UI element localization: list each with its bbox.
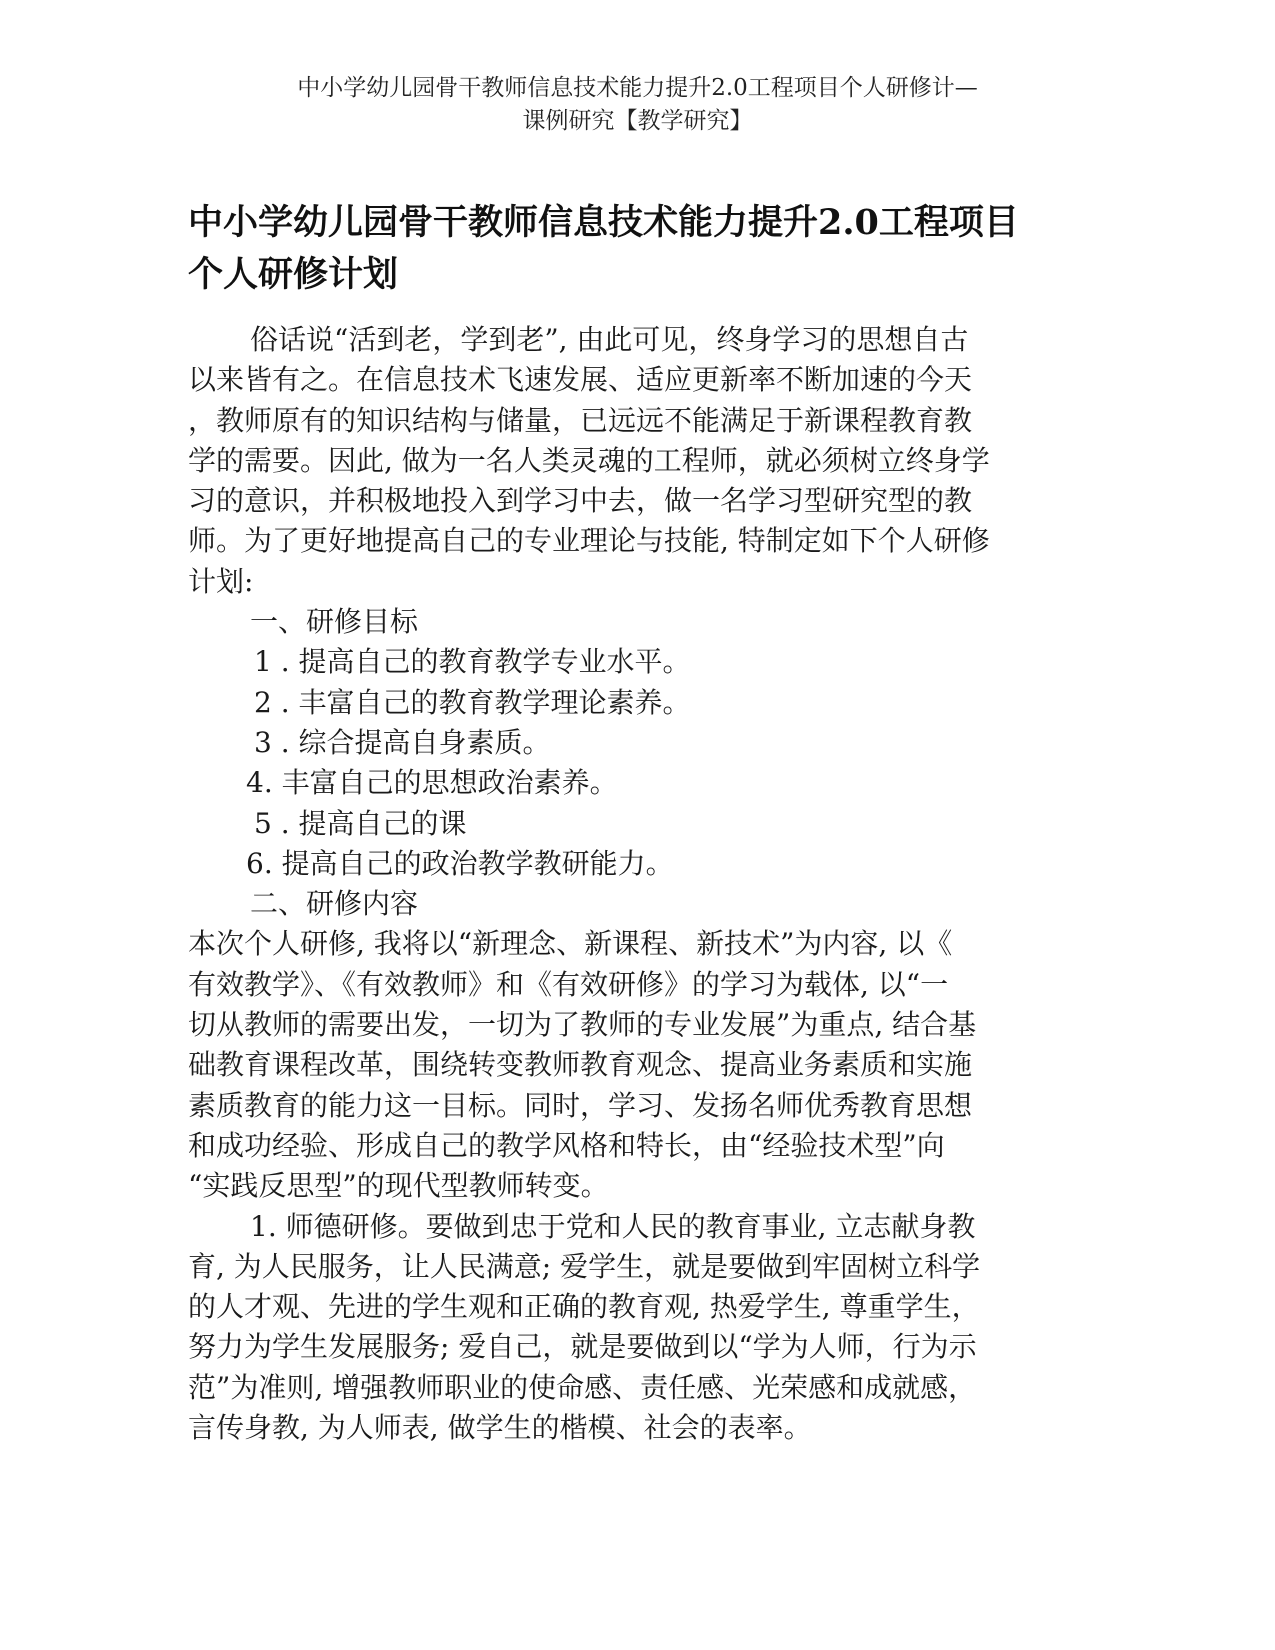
text-line: 础教育课程改革，围绕转变教师教育观念、提高业务素质和实施: [188, 1048, 973, 1082]
text-line: 言传身教, 为人师表, 做学生的楷模、社会的表率。: [188, 1411, 812, 1445]
document-title-line: 个人研修计划: [188, 254, 399, 295]
running-header-line: 中小学幼儿园骨干教师信息技术能力提升2.0工程项目个人研修计—: [297, 75, 978, 101]
ethics-paragraph: [188, 1207, 1088, 1449]
text-line: 切从教师的需要出发，一切为了教师的专业发展”为重点, 结合基: [188, 1008, 977, 1042]
text-line: 俗话说“活到老，学到老”, 由此可见，终身学习的思想自古: [250, 323, 969, 356]
goal-item: 6. 提高自己的政治教学教研能力。: [246, 846, 674, 880]
content-paragraph: [188, 924, 1088, 1206]
text-line: 有效教学》、《有效教师》和《有效研修》的学习为载体, 以“一: [188, 967, 949, 1001]
text-line: 习的意识，并积极地投入到学习中去，做一名学习型研究型的教: [188, 484, 973, 518]
text-line: 1. 师德研修。要做到忠于党和人民的教育事业, 立志献身教: [250, 1209, 976, 1243]
running-header-line: 课例研究【教学研究】: [522, 108, 753, 134]
goal-item: 4. 丰富自己的思想政治素养。: [246, 766, 618, 800]
text-line: 学的需要。因此, 做为一名人类灵魂的工程师，就必须树立终身学: [188, 443, 990, 477]
text-line: 的人才观、先进的学生观和正确的教育观, 热爱学生, 尊重学生，: [188, 1290, 980, 1324]
text-line: 素质教育的能力这一目标。同时，学习、发扬名师优秀教育思想: [188, 1088, 973, 1122]
goal-item: 2 . 丰富自己的教育教学理论素养。: [254, 685, 691, 719]
goals-list: [188, 642, 1088, 884]
document-title: [188, 197, 1088, 301]
intro-paragraph: [188, 320, 1088, 602]
text-line: 育, 为人民服务，让人民满意; 爱学生，就是要做到牢固树立科学: [188, 1249, 981, 1283]
text-line: 计划:: [188, 564, 254, 598]
text-line: 范”为准则, 增强教师职业的使命感、责任感、光荣感和成就感，: [188, 1370, 977, 1404]
text-line: 和成功经验、形成自己的教学风格和特长，由“经验技术型”向: [188, 1128, 945, 1162]
document-title-line: 中小学幼儿园骨干教师信息技术能力提升2.0工程项目: [188, 202, 1019, 243]
document-body: [188, 320, 1088, 1448]
goal-item: 3 . 综合提高自身素质。: [254, 725, 551, 759]
text-line: ，教师原有的知识结构与储量，已远远不能满足于新课程教育教: [188, 403, 973, 437]
text-line: 努力为学生发展服务; 爱自己，就是要做到以“学为人师，行为示: [188, 1330, 977, 1364]
text-line: “实践反思型”的现代型教师转变。: [188, 1169, 609, 1203]
text-line: 以来皆有之。在信息技术飞速发展、适应更新率不断加速的今天: [188, 363, 973, 397]
text-line: 本次个人研修, 我将以“新理念、新课程、新技术”为内容, 以《: [188, 927, 953, 961]
goal-item: 5 . 提高自己的课: [254, 806, 467, 840]
section-heading-goals: 一、研修目标: [250, 605, 419, 639]
text-line: 师。为了更好地提高自己的专业理论与技能, 特制定如下个人研修: [188, 524, 990, 558]
section-heading-content: 二、研修内容: [250, 887, 419, 921]
running-header: [150, 72, 1125, 138]
goal-item: 1 . 提高自己的教育教学专业水平。: [254, 645, 691, 679]
